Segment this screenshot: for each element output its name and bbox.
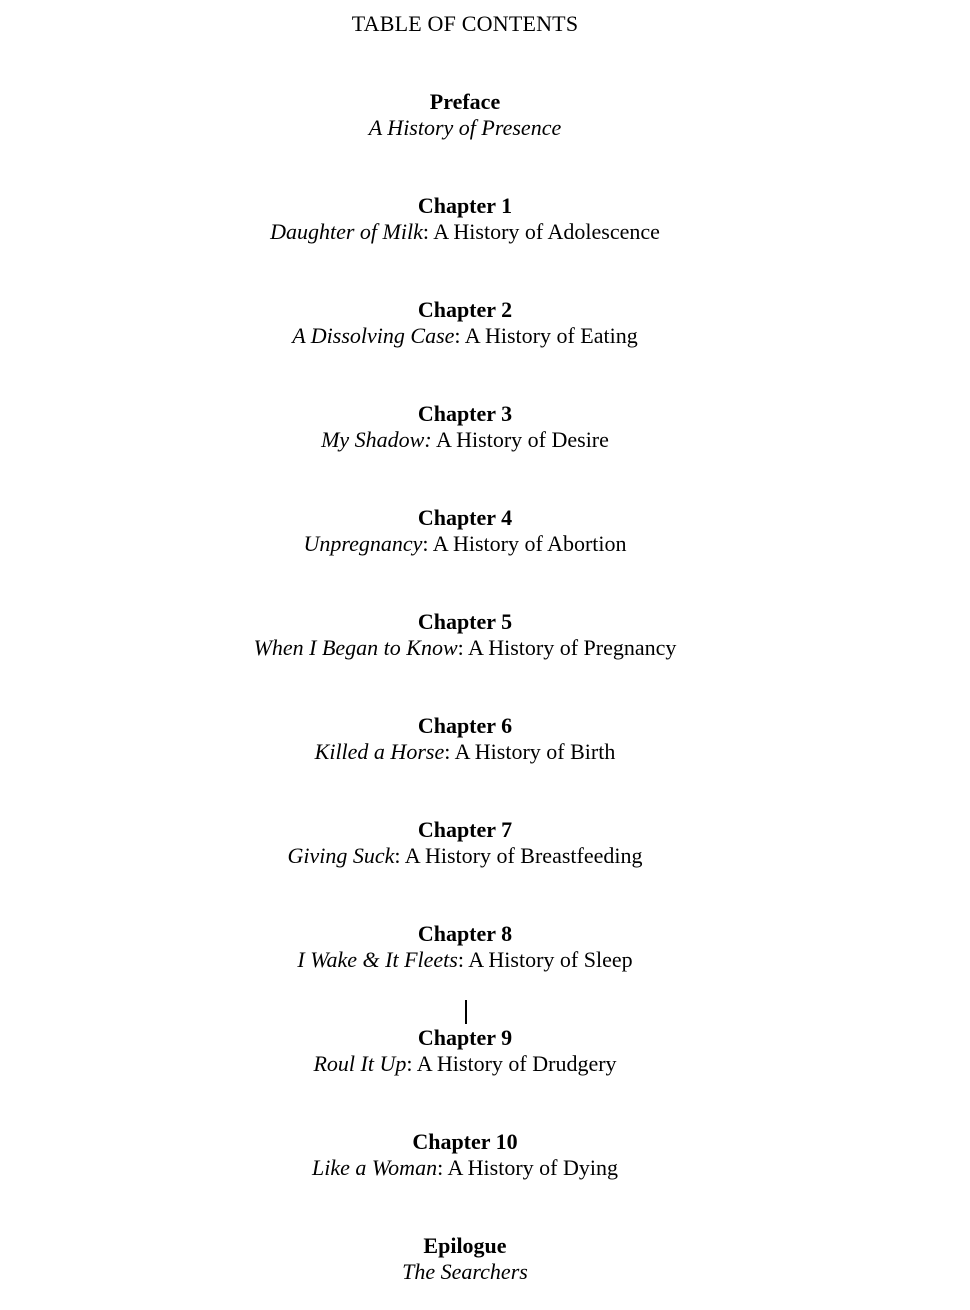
entry-subtitle-italic: A History of Presence — [368, 115, 562, 140]
toc-entry-chapter-7 — [0, 817, 930, 869]
entry-subtitle — [0, 947, 930, 973]
toc-entry-chapter-5 — [0, 609, 930, 661]
entry-subtitle-plain: : A History of Sleep — [457, 947, 633, 972]
entry-heading: Chapter 4 — [417, 505, 513, 530]
entry-heading: Chapter 3 — [417, 401, 513, 426]
entry-subtitle-italic: Unpregnancy — [303, 531, 423, 556]
text-cursor[interactable] — [465, 1000, 467, 1024]
entry-subtitle — [0, 219, 930, 245]
toc-title: TABLE OF CONTENTS — [351, 11, 579, 36]
entry-subtitle-italic: A Dissolving Case — [292, 323, 455, 348]
toc-entry-epilogue — [0, 1233, 930, 1285]
toc-entry-chapter-3 — [0, 401, 930, 453]
toc-entry-chapter-6 — [0, 713, 930, 765]
entry-heading: Chapter 10 — [412, 1129, 518, 1154]
entry-subtitle — [0, 1051, 930, 1077]
toc-entry-chapter-9 — [0, 1025, 930, 1077]
entry-heading: Chapter 1 — [417, 193, 513, 218]
entry-subtitle-italic: Roul It Up — [313, 1051, 407, 1076]
entry-subtitle-plain: : A History of Abortion — [422, 531, 627, 556]
toc-entry-chapter-8 — [0, 921, 930, 973]
toc-entry-preface — [0, 89, 930, 141]
entry-subtitle-italic: The Searchers — [402, 1259, 528, 1284]
entry-subtitle-italic: I Wake & It Fleets — [297, 947, 458, 972]
toc-entry-chapter-4 — [0, 505, 930, 557]
entry-subtitle-plain: : A History of Dying — [437, 1155, 618, 1180]
entry-subtitle — [0, 115, 930, 141]
entry-subtitle-plain: : A History of Pregnancy — [457, 635, 677, 660]
toc-entry-chapter-2 — [0, 297, 930, 349]
entry-subtitle-plain: A History of Desire — [431, 427, 609, 452]
toc-entry-chapter-1 — [0, 193, 930, 245]
entry-subtitle — [0, 1259, 930, 1285]
entry-subtitle — [0, 739, 930, 765]
entry-subtitle-plain: : A History of Breastfeeding — [394, 843, 643, 868]
entry-heading: Chapter 7 — [417, 817, 513, 842]
entry-subtitle-plain: : A History of Drudgery — [406, 1051, 617, 1076]
entry-subtitle-italic: Giving Suck — [287, 843, 395, 868]
entry-heading: Epilogue — [423, 1233, 507, 1258]
entry-heading: Preface — [429, 89, 501, 114]
entry-subtitle — [0, 531, 930, 557]
entry-subtitle-italic: When I Began to Know — [253, 635, 458, 660]
entry-subtitle — [0, 843, 930, 869]
entry-heading: Chapter 2 — [417, 297, 513, 322]
toc-entry-chapter-10 — [0, 1129, 930, 1181]
entry-subtitle — [0, 1155, 930, 1181]
entry-heading: Chapter 5 — [417, 609, 513, 634]
entry-subtitle — [0, 635, 930, 661]
entry-subtitle-italic: Daughter of Milk — [270, 219, 423, 244]
entry-subtitle-plain: : A History of Adolescence — [422, 219, 660, 244]
entry-subtitle — [0, 323, 930, 349]
entry-subtitle — [0, 427, 930, 453]
entry-subtitle-italic: My Shadow: — [321, 427, 432, 452]
entry-heading: Chapter 9 — [417, 1025, 513, 1050]
entry-subtitle-plain: : A History of Birth — [444, 739, 616, 764]
entry-subtitle-plain: : A History of Eating — [454, 323, 638, 348]
entry-heading: Chapter 6 — [417, 713, 513, 738]
entry-subtitle-italic: Killed a Horse — [314, 739, 445, 764]
entry-subtitle-italic: Like a Woman — [312, 1155, 438, 1180]
entry-heading: Chapter 8 — [417, 921, 513, 946]
